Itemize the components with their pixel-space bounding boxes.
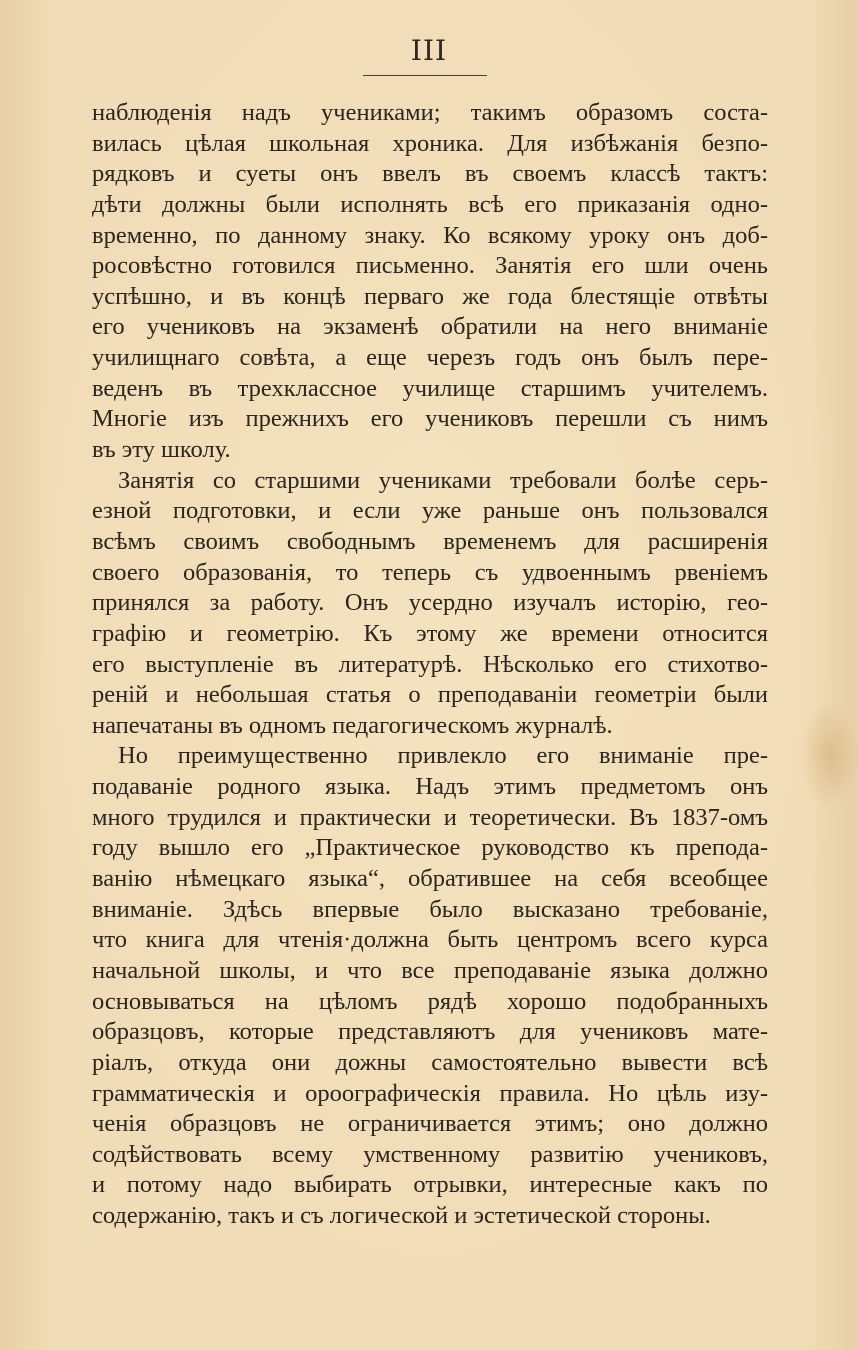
text-line: успѣшно, и въ концѣ перваго же года блестящіе отвѣты — [92, 282, 768, 310]
text-line: много трудился и практически и теоретически. Въ 1837-омъ — [92, 803, 768, 831]
body-text — [92, 98, 768, 1232]
text-line: содержанію, такъ и съ логической и эстетической стороны. — [92, 1202, 711, 1230]
text-line: его выступленіе въ литературѣ. Нѣсколько его стихотво- — [92, 650, 768, 678]
text-line: въ эту школу. — [92, 436, 231, 464]
text-line: грамматическія и ороографическія правила. Но цѣль изу- — [92, 1079, 768, 1107]
text-line: реній и небольшая статья о преподаваніи геометріи были — [92, 681, 768, 709]
text-line: ченія образцовъ не ограничивается этимъ; оно должно — [92, 1110, 768, 1138]
text-line: вниманіе. Здѣсь впервые было высказано требованіе, — [92, 895, 768, 923]
paragraph — [92, 98, 768, 466]
text-line: содѣйствовать всему умственному развитію учениковъ, — [92, 1140, 768, 1168]
text-line: дѣти должны были исполнять всѣ его приказанія одно- — [92, 190, 768, 218]
text-line: образцовъ, которые представляютъ для учениковъ мате- — [92, 1018, 768, 1046]
text-line: напечатаны въ одномъ педагогическомъ журналѣ. — [92, 711, 613, 739]
text-line: подаваніе родного языка. Надъ этимъ предметомъ онъ — [92, 773, 768, 801]
text-line: принялся за работу. Онъ усердно изучалъ исторію, гео- — [92, 589, 768, 617]
paragraph — [92, 741, 768, 1231]
text-line: начальной школы, и что все преподаваніе языка должно — [92, 956, 768, 984]
page-number: III — [410, 34, 448, 67]
paper-stain — [800, 700, 858, 810]
text-line: ванію нѣмецкаго языка“, обратившее на себя всеобщее — [92, 865, 768, 893]
text-line: езной подготовки, и если уже раньше онъ пользовался — [92, 497, 768, 525]
text-line: основываться на цѣломъ рядѣ хорошо подобранныхъ — [92, 987, 768, 1015]
text-line: ріалъ, откуда они дожны самостоятельно вывести всѣ — [92, 1048, 768, 1076]
text-line: наблюденія надъ учениками; такимъ образомъ соста- — [92, 99, 768, 126]
text-line: что книга для чтенія·должна быть центромъ всего курса — [92, 926, 768, 954]
text-line: своего образованія, то теперь съ удвоеннымъ рвеніемъ — [92, 558, 768, 586]
text-line: временно, по данному знаку. Ко всякому уроку онъ доб- — [92, 221, 768, 249]
text-line: рядковъ и суеты онъ ввелъ въ своемъ классѣ тактъ: — [92, 160, 768, 188]
text-line: году вышло его „Практическое руководство къ препода- — [92, 834, 768, 862]
text-line: его учениковъ на экзаменѣ обратили на него вниманіе — [92, 313, 768, 341]
text-line: училищнаго совѣта, а еще черезъ годъ онъ былъ пере- — [92, 344, 768, 372]
header-rule — [363, 75, 487, 76]
text-line: графію и геометрію. Къ этому же времени относится — [92, 619, 768, 647]
paragraph — [92, 466, 768, 742]
text-line: Многіе изъ прежнихъ его учениковъ перешли съ нимъ — [92, 405, 768, 433]
text-line: росовѣстно готовился письменно. Занятія его шли очень — [92, 252, 768, 280]
text-line: и потому надо выбирать отрывки, интересные какъ по — [92, 1171, 768, 1199]
text-line: всѣмъ своимъ свободнымъ временемъ для расширенія — [92, 527, 768, 555]
text-line: Занятія со старшими учениками требовали болѣе серь- — [118, 466, 768, 494]
text-line: веденъ въ трехклассное училище старшимъ учителемъ. — [92, 374, 768, 402]
text-line: вилась цѣлая школьная хроника. Для избѣжанія безпо- — [92, 129, 768, 157]
text-line: Но преимущественно привлекло его вниманіе пре- — [118, 742, 768, 770]
